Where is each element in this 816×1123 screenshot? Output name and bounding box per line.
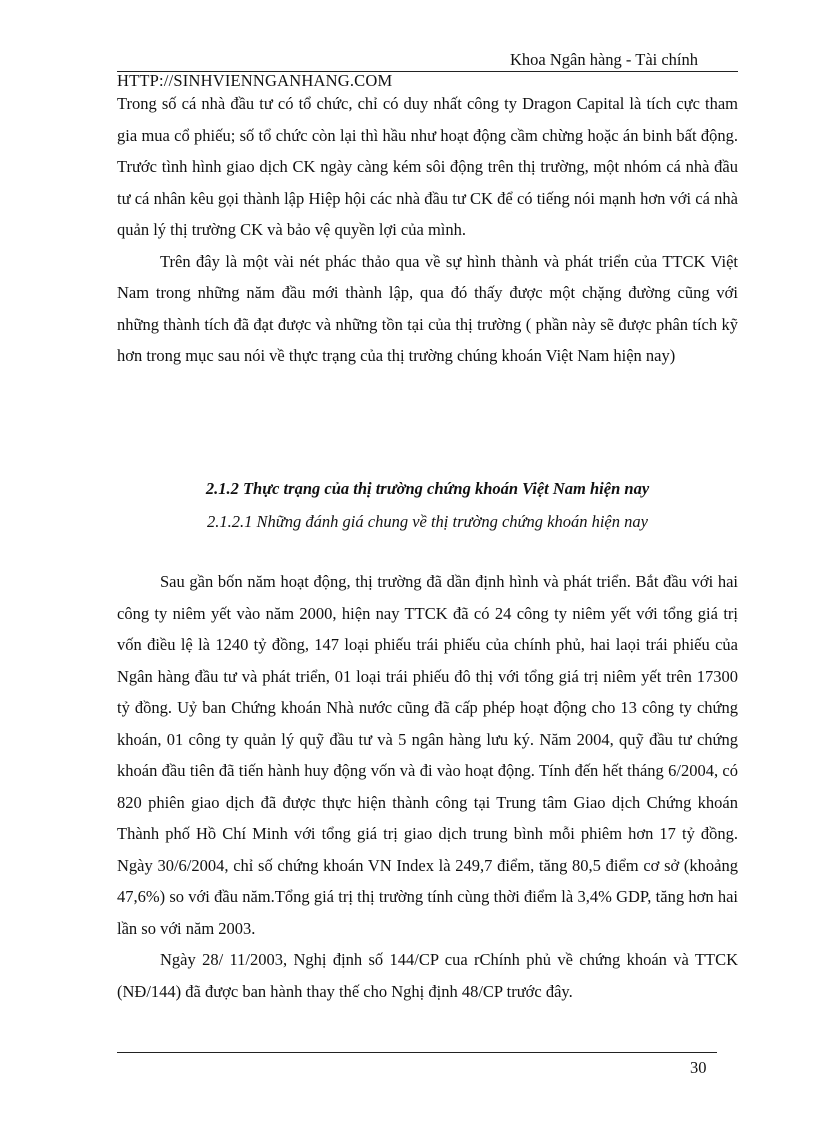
paragraph: Trong số cá nhà đầu tư có tổ chức, chỉ có duy nhất công ty Dragon Capital là tích cực tham gia mua cổ phiếu; số tổ chức còn lại thì hầu như hoạt động cầm chừng hoặc án binh bất động. Trước tình hình giao dịch CK ngày càng kém sôi động trên thị trường, một nhóm cá nhà đầu tư cá nhân kêu gọi thành lập Hiệp hội các nhà đầu tư CK để có tiếng nói mạnh hơn với cá nhà quản lý thị trường CK và bảo vệ quyền lợi của mình. — [117, 94, 738, 239]
body-top — [117, 88, 738, 372]
page-number: 30 — [690, 1058, 707, 1077]
header-department: Khoa Ngân hàng - Tài chính — [510, 50, 699, 69]
footer-rule — [117, 1052, 717, 1053]
paragraph: Trên đây là một vài nét phác thảo qua về sự hình thành và phát triển của TTCK Việt Nam trong những năm đầu mới thành lập, qua đó thấy được một chặng đường cũng với những thành tích đã đạt được và những tồn tại của thị trường ( phần này sẽ được phân tích kỹ hơn trong mục sau nói về thực trạng của thị trường chúng khoán Việt Nam hiện nay) — [117, 251, 738, 365]
section-heading: 2.1.2 Thực trạng của thị trường chứng khoán Việt Nam hiện nay — [205, 479, 650, 498]
subsection-heading: 2.1.2.1 Những đánh giá chung về thị trường chứng khoán hiện nay — [207, 512, 648, 531]
body-bottom — [117, 566, 738, 1007]
paragraph: Sau gần bốn năm hoạt động, thị trường đã dần định hình và phát triển. Bắt đầu với hai công ty niêm yết vào năm 2000, hiện nay TTCK đã có 24 công ty niêm yết với tổng giá trị vốn điều lệ là 1240 tỷ đồng, 147 loại phiếu trái phiếu của chính phủ, hai laọi trái phiếu của Ngân hàng đầu tư và phát triển, 01 loại trái phiếu đô thị với tổng giá trị niêm yết trên 17300 tỷ đồng. Uỷ ban Chứng khoán Nhà nước cũng đã cấp phép hoạt động cho 13 công ty chứng khoán, 01 công ty quản lý quỹ đầu tư và 5 ngân hàng lưu ký. Năm 2004, quỹ đầu tư chứng khoán đầu tiên đã tiến hành huy động vốn và đi vào hoạt động. Tính đến hết tháng 6/2004, có 820 phiên giao dịch đã được thực hiện thành công tại Trung tâm Giao dịch Chứng khoán Thành phố Hồ Chí Minh với tổng giá trị giao dịch trung bình mỗi phiêm hơn 17 tỷ đồng. Ngày 30/6/2004, chỉ số chứng khoán VN Index là 249,7 điểm, tăng 80,5 điểm cơ sở (khoảng 47,6%) so với đầu năm.Tổng giá trị thị trường tính cùng thời điểm là 3,4% GDP, tăng hơn hai lần so với năm 2003. — [117, 572, 738, 938]
paragraph: Ngày 28/ 11/2003, Nghị định số 144/CP cua rChính phủ về chứng khoán và TTCK (NĐ/144) đã được ban hành thay thế cho Nghị định 48/CP trước đây. — [117, 950, 738, 1001]
site-url: HTTP://SINHVIENNGANHANG.COM — [117, 71, 393, 90]
